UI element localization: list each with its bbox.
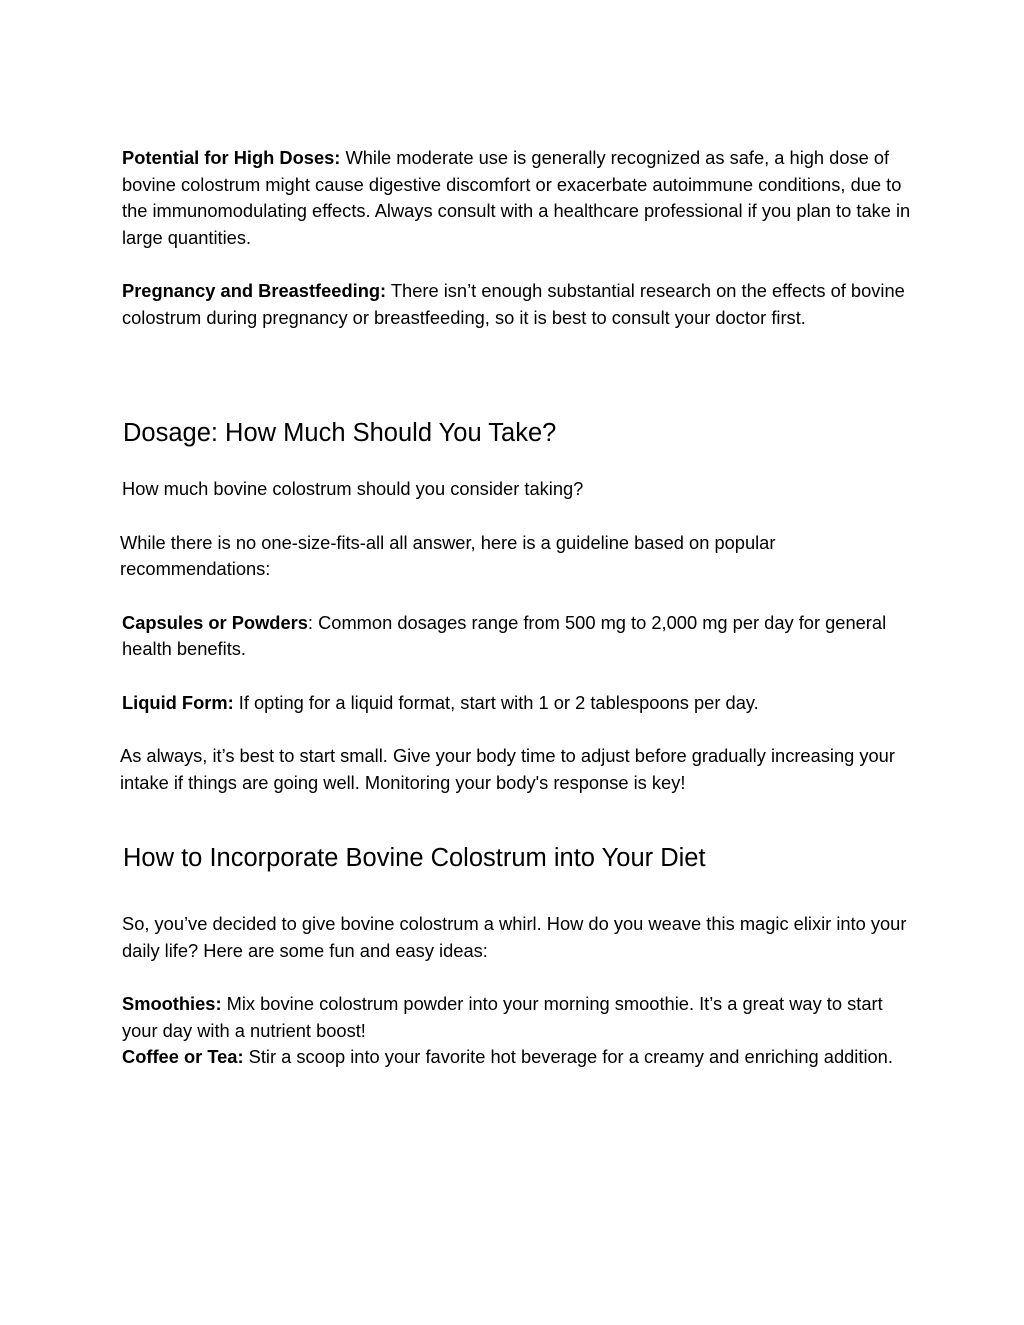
incorporate-heading: How to Incorporate Bovine Colostrum into Your Diet [123, 844, 706, 872]
coffee-paragraph [122, 1044, 912, 1071]
incorporate-intro: So, you’ve decided to give bovine colostrum a whirl. How do you weave this magic elixir into your daily life? Here are some fun and easy ideas: [122, 913, 907, 961]
capsules-text: : Common dosages range from 500 mg to 2,000 mg per day for general health benefits. [122, 611, 887, 659]
dosage-heading: Dosage: How Much Should You Take? [123, 419, 557, 447]
capsules-paragraph [122, 610, 912, 663]
pregnancy-paragraph [122, 278, 912, 331]
pregnancy-label: Pregnancy and Breastfeeding: [122, 280, 387, 301]
high-doses-paragraph [122, 145, 912, 251]
smoothies-label: Smoothies: [122, 993, 222, 1014]
pregnancy-text: There isn’t enough substantial research on the effects of bovine colostrum during pregnancy or breastfeeding, so it is best to consult your doctor first. [122, 280, 905, 328]
coffee-text: Stir a scoop into your favorite hot beverage for a creamy and enriching addition. [243, 1046, 893, 1067]
dosage-intro: How much bovine colostrum should you consider taking? [122, 478, 584, 499]
document-page [122, 145, 912, 1071]
liquid-text: If opting for a liquid format, start with 1 or 2 tablespoons per day. [233, 691, 759, 713]
capsules-label: Capsules or Powders [122, 611, 308, 633]
liquid-label: Liquid Form: [122, 691, 234, 713]
smoothies-paragraph [122, 991, 912, 1044]
liquid-paragraph [122, 690, 912, 717]
smoothies-text: Mix bovine colostrum powder into your morning smoothie. It’s a great way to start your day with a nutrient boost! [122, 993, 883, 1041]
high-doses-text: While moderate use is generally recognized as safe, a high dose of bovine colostrum might cause digestive discomfort or exacerbate autoimmune conditions, due to the immunomodulating effects. Always consult with a healthcare professional if you plan to take in large quantities. [122, 147, 911, 248]
high-doses-label: Potential for High Doses: [122, 147, 341, 168]
coffee-label: Coffee or Tea: [122, 1046, 244, 1067]
dosage-guideline: While there is no one-size-fits-all all answer, here is a guideline based on popular recommendations: [120, 531, 776, 579]
dosage-advice: As always, it’s best to start small. Give your body time to adjust before gradually increasing your intake if things are going well. Monitoring your body's response is key! [120, 745, 895, 793]
